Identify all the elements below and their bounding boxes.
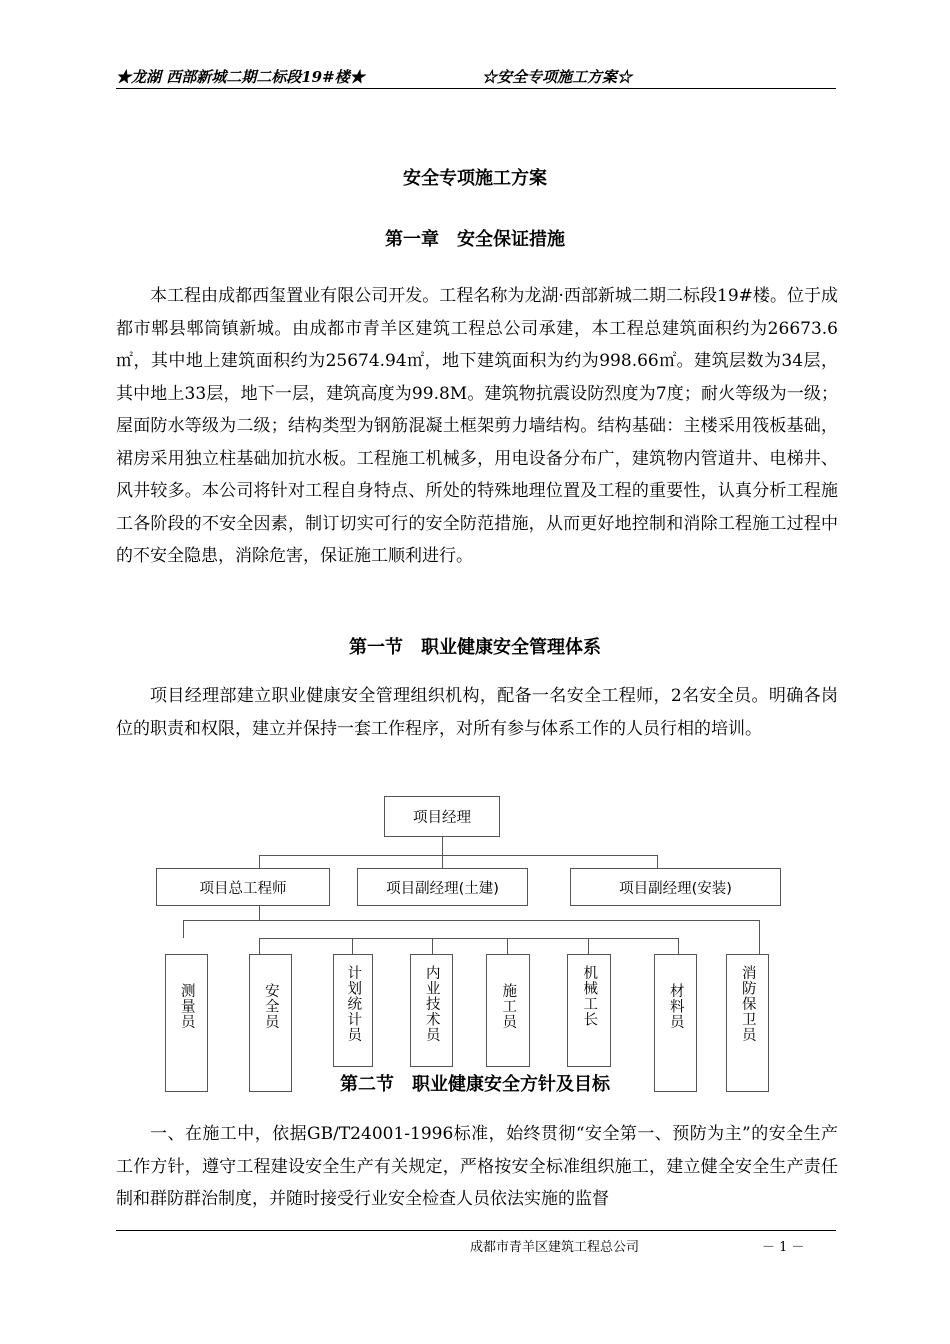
connector — [352, 938, 353, 954]
connector — [259, 855, 657, 856]
page-header-right: ☆安全专项施工方案☆ — [482, 68, 633, 86]
intro-paragraph: 本工程由成都西玺置业有限公司开发。工程名称为龙湖·西部新城二期二标段19#楼。位于成都市郫县郫筒镇新城。由成都市青羊区建筑工程总公司承建，本工程总建筑面积约为26673.6㎡，其中地上建筑面积约为25674.94㎡，地下建筑面积为约为998.66㎡。建筑层数为34层，其中地上33层，地下一层，建筑高度为99.8M。建筑物抗震设防烈度为7度；耐火等级为一级；屋面防水等级为二级；结构类型为钢筋混凝土框架剪力墙结构。结构基础：主楼采用筏板基础，裙房采用独立柱基础加抗水板。工程施工机械多，用电设备分布广，建筑物内管道井、电梯井、风井较多。本公司将针对工程自身特点、所处的特殊地理位置及工程的重要性，认真分析工程施工各阶段的不安全因素，制订切实可行的安全防范措施，从而更好地控制和消除工程施工过程中的不安全隐患，消除危害，保证施工顺利进行。 — [116, 286, 838, 566]
connector — [183, 920, 760, 921]
connector — [259, 905, 260, 920]
connector — [442, 836, 443, 855]
org-node-technician: 内业技术员 — [410, 954, 453, 1067]
connector — [183, 920, 184, 938]
header-rule — [116, 88, 836, 89]
org-node-construction-worker: 施工员 — [486, 954, 530, 1067]
org-node-fire-security: 消防保卫员 — [726, 954, 769, 1092]
org-node-mechanical-foreman: 机械工长 — [567, 954, 611, 1067]
org-node-project-manager: 项目经理 — [384, 796, 500, 837]
org-node-materials-officer: 材料员 — [654, 954, 697, 1092]
connector — [432, 938, 433, 954]
connector — [588, 938, 589, 954]
footer-rule — [116, 1230, 836, 1231]
org-paragraph: 项目经理部建立职业健康安全管理组织机构，配备一名安全工程师，2名安全员。明确各岗位的职责和权限，建立并保持一套工作程序，对所有参与体系工作的人员行相的培训。 — [116, 686, 838, 739]
chapter-title: 第一章 安全保证措施 — [385, 229, 565, 250]
document-title: 安全专项施工方案 — [403, 168, 547, 189]
connector — [678, 938, 679, 954]
connector — [657, 855, 658, 868]
connector — [259, 938, 679, 939]
org-node-planner: 计划统计员 — [333, 954, 373, 1067]
policy-paragraph: 一、在施工中，依据GB/T24001-1996标准，始终贯彻“安全第一、预防为主”的安全生产工作方针，遵守工程建设安全生产有关规定，严格按安全标准组织施工，建立健全安全生产责任制和群防群治制度，并随时接受行业安全检查人员依法实施的监督 — [116, 1124, 838, 1209]
connector — [442, 855, 443, 868]
connector — [259, 855, 260, 868]
footer-company: 成都市青羊区建筑工程总公司 — [470, 1240, 640, 1255]
page-header-left: ★龙湖 西部新城二期二标段19#楼★ — [116, 68, 365, 86]
org-node-chief-engineer: 项目总工程师 — [156, 868, 330, 906]
connector — [259, 938, 260, 954]
org-node-deputy-install: 项目副经理(安装) — [570, 868, 781, 906]
section2-title: 第二节 职业健康安全方针及目标 — [340, 1074, 610, 1095]
page-number: － 1 － — [762, 1240, 805, 1255]
connector — [759, 920, 760, 954]
org-node-deputy-civil: 项目副经理(土建) — [357, 868, 528, 906]
connector — [507, 938, 508, 954]
org-node-safety-officer: 安全员 — [249, 954, 292, 1092]
org-node-surveyor: 测量员 — [165, 954, 208, 1092]
section1-title: 第一节 职业健康安全管理体系 — [349, 637, 601, 658]
